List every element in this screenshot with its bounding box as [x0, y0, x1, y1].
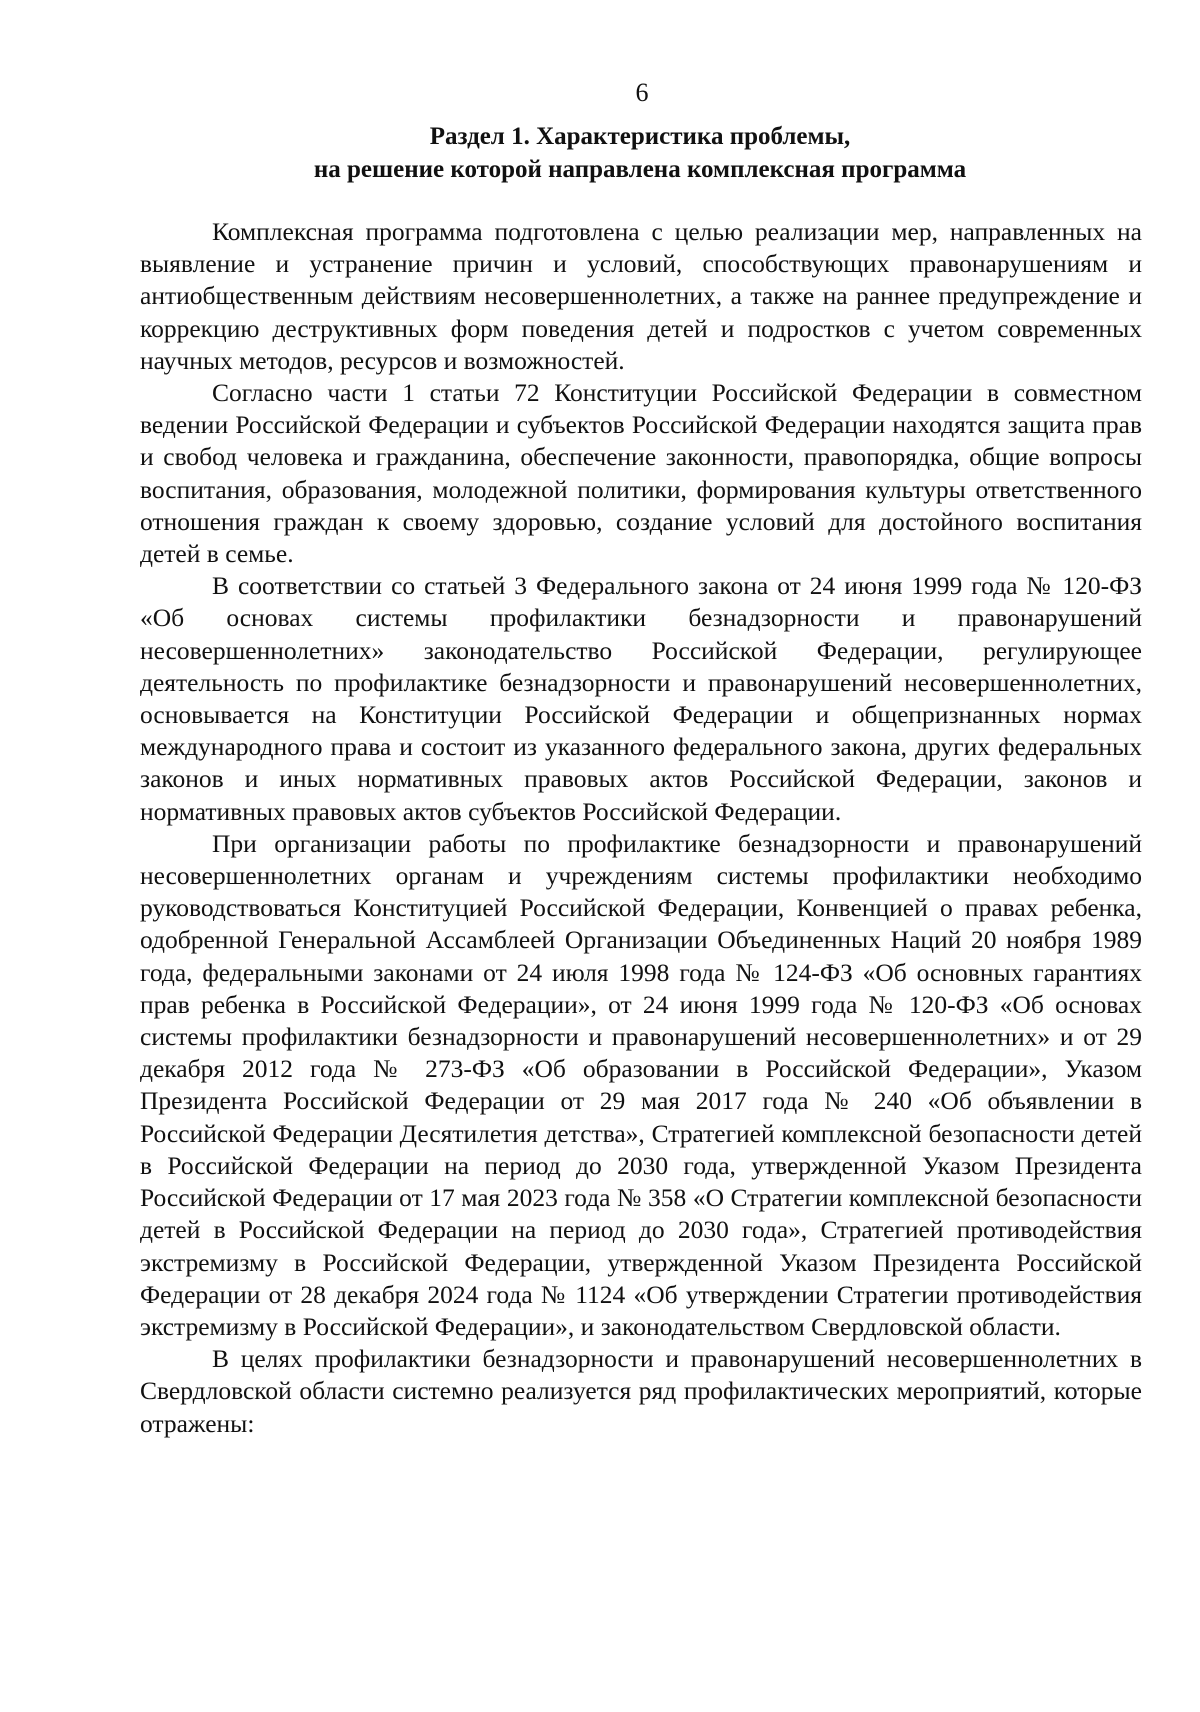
- paragraph: Согласно части 1 статьи 72 Конституции Российской Федерации в совместном ведении Российской Федерации и субъектов Российской Федерации находятся защита прав и свобод человека и гражданина, обеспечение законности, правопорядка, общие вопросы воспитания, образования, молодежной политики, формирования культуры ответственного отношения граждан к своему здоровью, создание условий для достойного воспитания детей в семье.: [140, 378, 1142, 569]
- paragraph: При организации работы по профилактике безнадзорности и правонарушений несовершеннолетних органам и учреждениям системы профилактики необходимо руководствоваться Конституцией Российской Федерации, Конвенцией о правах ребенка, одобренной Генеральной Ассамблеей Организации Объединенных Наций 20 ноября 1989 года, федеральными законами от 24 июля 1998 года № 124-ФЗ «Об основных гарантиях прав ребенка в Российской Федерации», от 24 июня 1999 года № 120-ФЗ «Об основах системы профилактики безнадзорности и правонарушений несовершеннолетних» и от 29 декабря 2012 года № 273-ФЗ «Об образовании в Российской Федерации», Указом Президента Российской Федерации от 29 мая 2017 года № 240 «Об объявлении в Российской Федерации Десятилетия детства», Стратегией комплексной безопасности детей в Российской Федерации на период до 2030 года, утвержденной Указом Президента Российской Федерации от 17 мая 2023 года № 358 «О Стратегии комплексной безопасности детей в Российской Федерации на период до 2030 года», Стратегией противодействия экстремизму в Российской Федерации, утвержденной Указом Президента Российской Федерации от 28 декабря 2024 года № 1124 «Об утверждении Стратегии противодействия экстремизму в Российской Федерации», и законодательством Свердловской области.: [140, 828, 1142, 1341]
- paragraph: В целях профилактики безнадзорности и правонарушений несовершеннолетних в Свердловской области системно реализуется ряд профилактических мероприятий, которые отражены:: [140, 1344, 1142, 1438]
- section-title-line-2: на решение которой направлена комплексная программа: [313, 156, 967, 183]
- section-title: [140, 120, 1140, 186]
- paragraph: Комплексная программа подготовлена с целью реализации мер, направленных на выявление и устранение причин и условий, способствующих правонарушениям и антиобщественным действиям несовершеннолетних, а также на раннее предупреждение и коррекцию деструктивных форм поведения детей и подростков с учетом современных научных методов, ресурсов и возможностей.: [140, 217, 1142, 375]
- section-title-line-1: Раздел 1. Характеристика проблемы,: [429, 123, 851, 150]
- body-text: [140, 216, 1142, 1440]
- paragraph: В соответствии со статьей 3 Федерального закона от 24 июня 1999 года № 120-ФЗ «Об основах системы профилактики безнадзорности и правонарушений несовершеннолетних» законодательство Российской Федерации, регулирующее деятельность по профилактике безнадзорности и правонарушений несовершеннолетних, основывается на Конституции Российской Федерации и общепризнанных нормах международного права и состоит из указанного федерального закона, других федеральных законов и иных нормативных правовых актов Российской Федерации, законов и нормативных правовых актов субъектов Российской Федерации.: [140, 571, 1142, 826]
- page-number: 6: [635, 78, 649, 107]
